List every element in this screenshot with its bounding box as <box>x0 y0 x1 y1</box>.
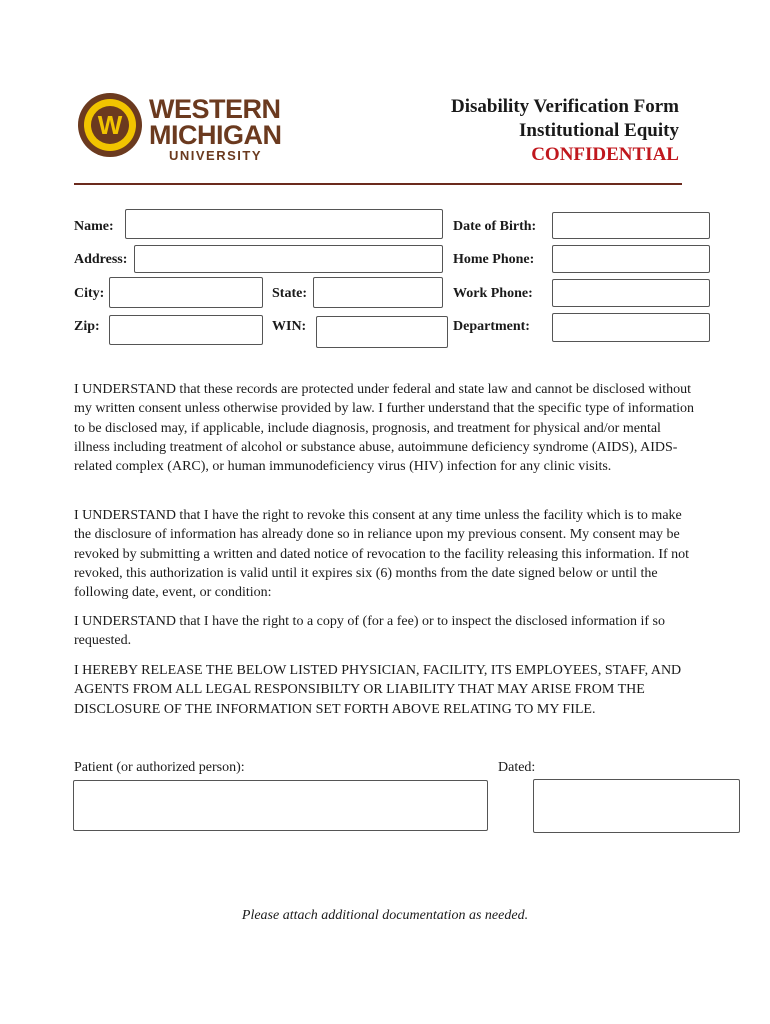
form-title-block <box>451 95 679 167</box>
logo-wordmark <box>149 96 282 163</box>
logo-line-2: MICHIGAN <box>149 120 282 150</box>
dated-field[interactable] <box>533 779 740 833</box>
wmu-logo <box>77 92 292 162</box>
work-phone-label: Work Phone: <box>453 286 533 301</box>
name-label: Name: <box>74 219 114 234</box>
release-paragraph: I HEREBY RELEASE THE BELOW LISTED PHYSICIAN, FACILITY, ITS EMPLOYEES, STAFF, AND AGENTS FROM ALL LEGAL RESPONSIBILTY OR LIABILITY THAT MAY ARISE FROM THE DISCLOSURE OF THE INFORMATION SET FORTH ABOVE RELATING TO MY FILE. <box>74 663 682 717</box>
wmu-emblem-icon <box>77 92 143 158</box>
state-label: State: <box>272 286 307 301</box>
logo-line-1: WESTERN <box>149 94 281 124</box>
department-label: Department: <box>453 319 530 334</box>
work-phone-field[interactable] <box>552 279 710 307</box>
form-title: Disability Verification Form <box>451 96 679 117</box>
form-subtitle: Institutional Equity <box>519 120 679 141</box>
patient-signature-label: Patient (or authorized person): <box>74 760 245 775</box>
department-field[interactable] <box>552 313 710 342</box>
city-label: City: <box>74 286 105 301</box>
date-of-birth-field[interactable] <box>552 212 710 239</box>
date-of-birth-label: Date of Birth: <box>453 219 537 234</box>
zip-label: Zip: <box>74 319 100 334</box>
logo-line-3: UNIVERSITY <box>169 148 263 163</box>
consent-paragraph-2: I UNDERSTAND that I have the right to revoke this consent at any time unless the facility which is to make the disclosure of information has already done so in reliance upon my previous consent. My consent may be revoked by submitting a written and dated notice of revocation to the facility releasing this information. If not revoked, this authorization is valid until it expires six (6) months from the date signed below or until the following date, event, or condition: <box>74 508 690 601</box>
confidential-label: CONFIDENTIAL <box>531 144 679 165</box>
address-field[interactable] <box>134 245 443 273</box>
emblem-letter: W <box>97 110 123 140</box>
address-label: Address: <box>74 252 128 267</box>
city-field[interactable] <box>109 277 263 308</box>
patient-signature-field[interactable] <box>73 780 488 831</box>
dated-label: Dated: <box>498 760 536 775</box>
consent-paragraph-1: I UNDERSTAND that these records are protected under federal and state law and cannot be disclosed without my written consent unless otherwise provided by law. I further understand that the specific type of information to be disclosed may, if applicable, include diagnosis, prognosis, and treatment for physical and/or mental illness including treatment of alcohol or substance abuse, autoimmune deficiency syndrome (AIDS), AIDS-related complex (ARC), or human immunodeficiency virus (HIV) infection for any clinic visits. <box>74 382 694 475</box>
win-field[interactable] <box>316 316 448 348</box>
state-field[interactable] <box>313 277 443 308</box>
home-phone-label: Home Phone: <box>453 252 535 267</box>
footer-note: Please attach additional documentation as needed. <box>241 908 529 923</box>
win-label: WIN: <box>272 319 307 334</box>
home-phone-field[interactable] <box>552 245 710 273</box>
zip-field[interactable] <box>109 315 263 345</box>
header-divider <box>74 183 682 185</box>
consent-paragraph-3: I UNDERSTAND that I have the right to a copy of (for a fee) or to inspect the disclosed information if so requested. <box>74 614 666 649</box>
name-field[interactable] <box>125 209 443 239</box>
